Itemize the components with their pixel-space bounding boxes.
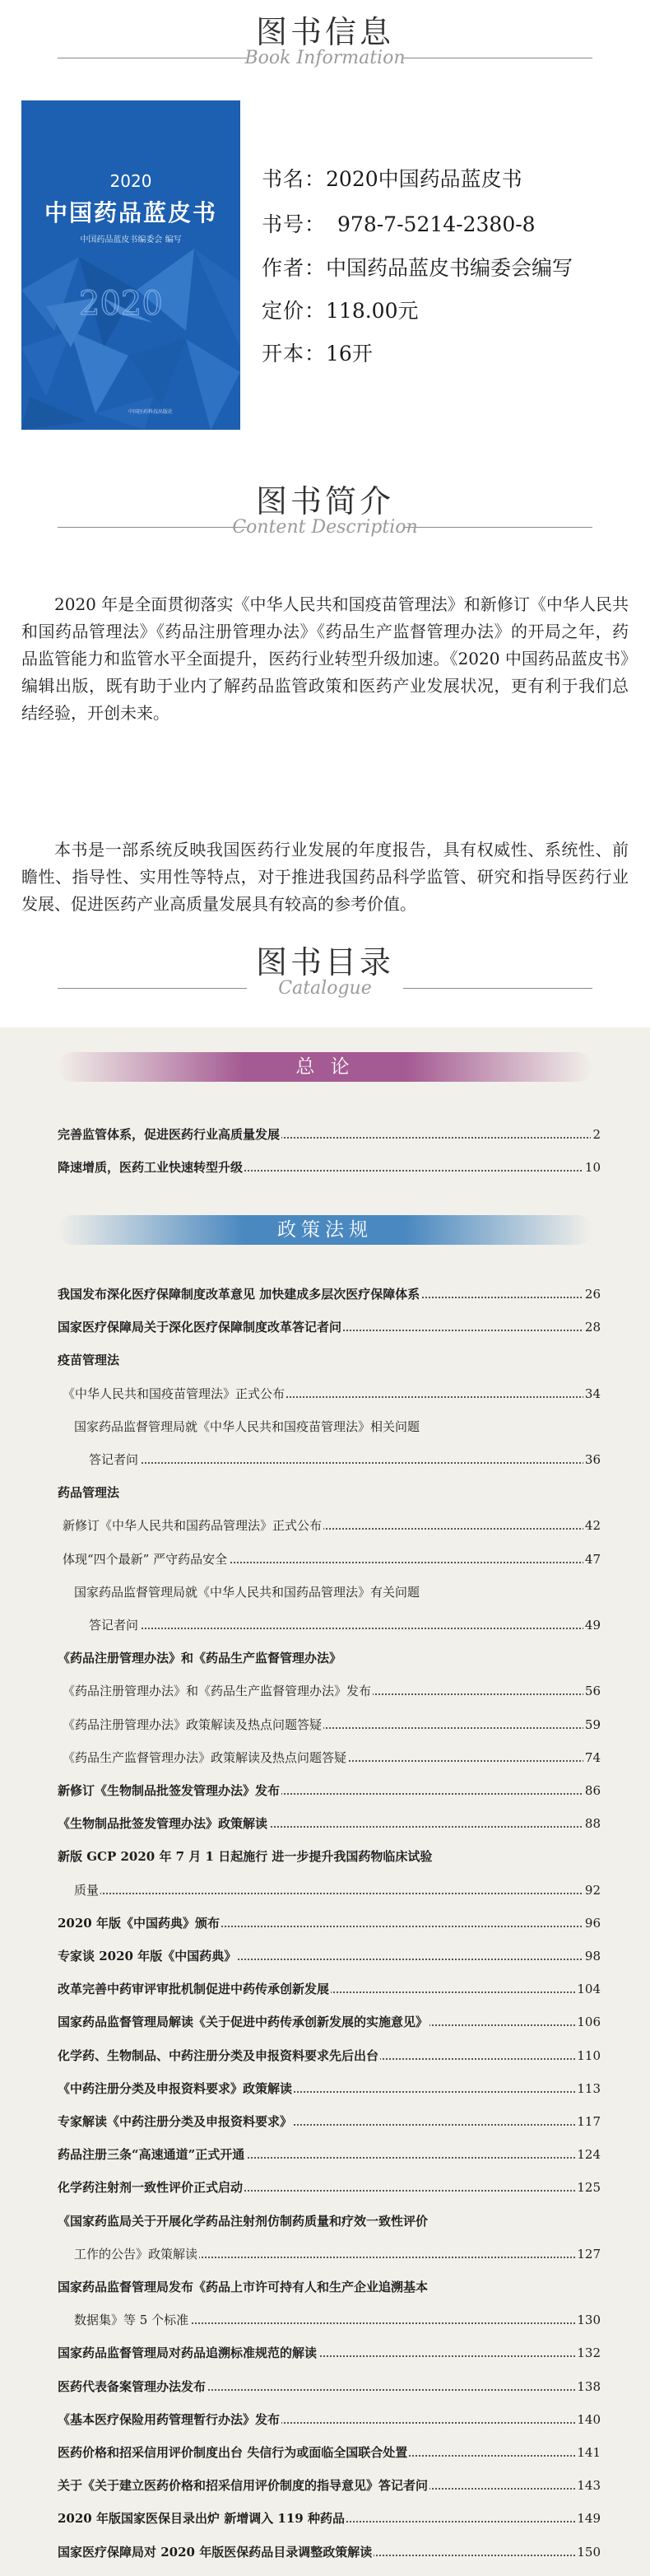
toc-entry-page: 26 <box>583 1284 601 1304</box>
toc-entry-title: 答记者问 <box>89 1615 140 1635</box>
toc-entry-title: 《药品注册管理办法》政策解读及热点问题答疑 <box>63 1715 323 1735</box>
cover-publisher: 中国医药科技出版社 <box>128 409 174 415</box>
toc-entry <box>58 2476 601 2495</box>
toc-entry-page: 127 <box>575 2244 601 2264</box>
toc-entry-title: 医药价格和招采信用评价制度出台 失信行为或面临全国联合处置 <box>58 2443 409 2462</box>
toc-entry-page: 117 <box>575 2112 601 2131</box>
toc-entry-page: 125 <box>575 2178 601 2197</box>
toc-entry <box>58 2079 601 2099</box>
toc-entry-title: 《生物制品批签发管理办法》政策解读 <box>58 1814 269 1833</box>
toc-entry <box>58 2343 601 2363</box>
toc-entry-title: 《药品生产监督管理办法》政策解读及热点问题答疑 <box>63 1748 348 1768</box>
toc-entry-title: 我国发布深化医疗保障制度改革意见 加快建成多层次医疗保障体系 <box>58 1284 421 1304</box>
toc-entry-title: 《中华人民共和国疫苗管理法》正式公布 <box>63 1384 286 1404</box>
toc-entry-page: 36 <box>583 1450 601 1470</box>
toc-entry <box>58 2542 601 2562</box>
intro-paragraph-1: 2020 年是全面贯彻落实《中华人民共和国疫苗管理法》和新修订《中华人民共和国药品管理法》《药品注册管理办法》《药品生产监督管理办法》的开局之年，药品监管能力和监管水平全面提升，医药行业转型升级加速。《2020 中国药品蓝皮书》编辑出版，既有助于业内了解药品监管政策和医药产业发展状况，更有利于我们总结经验，开创未来。 <box>21 594 629 723</box>
toc-entry-title: 质量 <box>74 1880 100 1900</box>
toc-entry-page: 49 <box>583 1615 601 1635</box>
toc-entry <box>58 2046 601 2066</box>
toc-entry-title: 化学药注射剂一致性评价正式启动 <box>58 2178 244 2197</box>
info-isbn-label: 书号： <box>262 212 327 236</box>
toc-dot-leader <box>89 1462 601 1464</box>
toc-entry-page: 10 <box>583 1158 601 1177</box>
toc-entry-page: 104 <box>575 1979 601 1999</box>
toc-entry-page: 34 <box>583 1384 601 1404</box>
toc-entry-title: 2020 年版国家医保目录出炉 新增调入 119 种药品 <box>58 2508 346 2528</box>
intro-heading: 图书简介 <box>255 483 394 519</box>
toc-entry <box>63 1715 601 1735</box>
toc-entry-title: 国家药品监督管理局解读《关于促进中药传承创新发展的实施意见》 <box>58 2012 429 2032</box>
info-format-label: 开本： <box>262 342 327 366</box>
toc-entry-page: 138 <box>575 2377 601 2397</box>
toc-entry-title: 药品注册三条“高速通道”正式开通 <box>58 2145 246 2164</box>
toc-entry <box>58 1350 601 1370</box>
toc-entry-title: 2020 年版《中国药典》颁布 <box>58 1913 221 1933</box>
banner-general: 总 论 <box>58 1052 592 1082</box>
toc-entry <box>63 1516 601 1535</box>
info-price-row <box>262 295 419 324</box>
info-isbn-row <box>262 208 536 238</box>
catalog-header <box>0 937 650 1011</box>
intro-heading-en: Content Description <box>232 517 418 538</box>
catalog-heading: 图书目录 <box>255 944 394 981</box>
toc-entry-page: 28 <box>583 1317 601 1337</box>
toc-entry <box>58 1814 601 1833</box>
toc-entry-title: 药品管理法 <box>58 1483 121 1502</box>
toc-entry-title: 完善监管体系，促进医药行业高质量发展 <box>58 1125 281 1144</box>
toc-entry <box>58 2012 601 2032</box>
toc-entry <box>58 2112 601 2131</box>
toc-entry-page: 140 <box>575 2410 601 2429</box>
toc-entry-page: 96 <box>583 1913 601 1933</box>
toc-dot-leader <box>89 1628 601 1629</box>
toc-entry-page: 149 <box>575 2508 601 2528</box>
toc-entry-page: 2 <box>591 1125 601 1144</box>
intro-paragraph-2: 本书是一部系统反映我国医药行业发展的年度报告，具有权威性、系统性、前瞻性、指导性、实用性等特点，对于推进我国药品科学监管、研究和指导医药行业发展、促进医药产业高质量发展具有较高的参考价值。 <box>21 840 629 914</box>
info-format-row <box>262 338 373 367</box>
toc-entry-title: 新版 GCP 2020 年 7 月 1 日起施行 进一步提升我国药物临床试验 <box>58 1847 434 1866</box>
toc-entry-page: 124 <box>575 2145 601 2164</box>
toc-entry <box>58 1847 601 1866</box>
toc-entry <box>74 1417 601 1437</box>
toc-entry-title: 关于《关于建立医药价格和招采信用评价制度的指导意见》答记者问 <box>58 2476 429 2495</box>
toc-entry <box>63 1748 601 1768</box>
toc-entry <box>74 2310 601 2330</box>
toc-entry <box>74 1880 601 1900</box>
toc-entry-title: 《药品注册管理办法》和《药品生产监督管理办法》发布 <box>63 1681 373 1701</box>
toc-entry <box>58 2410 601 2429</box>
toc-entry-title: 新修订《生物制品批签发管理办法》发布 <box>58 1781 281 1800</box>
toc-entry <box>74 2244 601 2264</box>
book-info-header <box>0 7 650 81</box>
banner-policy: 政策法规 <box>58 1215 592 1245</box>
toc-entry-page: 98 <box>583 1946 601 1966</box>
toc-entry <box>58 1781 601 1800</box>
toc-entry-page: 88 <box>583 1814 601 1833</box>
toc-entry-page: 92 <box>583 1880 601 1900</box>
info-price-label: 定价： <box>262 299 327 323</box>
toc-entry <box>58 2211 601 2231</box>
toc-entry <box>58 2508 601 2528</box>
info-author-row <box>262 252 573 282</box>
toc-entry <box>89 1615 601 1635</box>
toc-entry-title: 专家谈 2020 年版《中国药典》 <box>58 1946 238 1966</box>
toc-entry <box>58 2443 601 2462</box>
toc-entry <box>89 1450 601 1470</box>
toc-entry <box>58 1284 601 1304</box>
toc-entry-page: 143 <box>575 2476 601 2495</box>
toc-entry-page: 141 <box>575 2443 601 2462</box>
toc-entry-title: 《中药注册分类及申报资料要求》政策解读 <box>58 2079 294 2099</box>
toc-entry-title: 新修订《中华人民共和国药品管理法》正式公布 <box>63 1516 323 1535</box>
toc-entry <box>58 2277 601 2297</box>
info-format-value: 16开 <box>326 342 373 366</box>
toc-entry-page: 56 <box>583 1681 601 1701</box>
toc-entry-title: 国家药品监督管理局就《中华人民共和国药品管理法》有关问题 <box>74 1582 421 1602</box>
toc-entry-title: 《药品注册管理办法》和《药品生产监督管理办法》 <box>58 1648 343 1668</box>
toc-entry <box>63 1384 601 1404</box>
book-info-heading-en: Book Information <box>244 48 406 68</box>
toc-entry-title: 《国家药监局关于开展化学药品注射剂仿制药质量和疗效一致性评价 <box>58 2211 429 2231</box>
toc-entry-title: 数据集》等 5 个标准 <box>74 2310 190 2330</box>
catalog-panel <box>0 1027 650 2576</box>
toc-entry-title: 疫苗管理法 <box>58 1350 121 1370</box>
toc-entry <box>58 2377 601 2397</box>
toc-entry-title: 工作的公告》政策解读 <box>74 2244 199 2264</box>
toc-entry-title: 体现“四个最新” 严守药品安全 <box>63 1549 229 1569</box>
info-name-label: 书名： <box>262 167 327 191</box>
toc-entry-title: 国家药品监督管理局对药品追溯标准规范的解读 <box>58 2343 318 2363</box>
info-name-value: 2020中国药品蓝皮书 <box>326 167 522 191</box>
toc-entry-page: 42 <box>583 1516 601 1535</box>
toc-entry-page: 47 <box>583 1549 601 1569</box>
toc-entry <box>58 1158 601 1177</box>
info-name-row <box>262 163 522 193</box>
toc-entry <box>58 1317 601 1337</box>
toc-entry-title: 国家医疗保障局关于深化医疗保障制度改革答记者问 <box>58 1317 343 1337</box>
toc-entry <box>58 2145 601 2164</box>
toc-entry <box>58 1946 601 1966</box>
toc-entry-page: 110 <box>575 2046 601 2066</box>
toc-dot-leader <box>74 1893 601 1894</box>
cover-editor: 中国药品蓝皮书编委会 编写 <box>80 235 182 245</box>
info-isbn-value: 978-7-5214-2380-8 <box>337 212 536 236</box>
toc-entry <box>63 1549 601 1569</box>
toc-entry-title: 国家药品监督管理局发布《药品上市许可持有人和生产企业追溯基本 <box>58 2277 429 2297</box>
toc-entry <box>74 1582 601 1602</box>
toc-entry-page: 86 <box>583 1781 601 1800</box>
info-author-value: 中国药品蓝皮书编委会编写 <box>326 256 573 280</box>
toc-entry-title: 答记者问 <box>89 1450 140 1470</box>
toc-entry-page: 106 <box>575 2012 601 2032</box>
toc-entry-page: 59 <box>583 1715 601 1735</box>
info-author-label: 作者： <box>262 256 327 280</box>
intro-header <box>0 476 650 550</box>
toc-entry-title: 化学药、生物制品、中药注册分类及申报资料要求先后出台 <box>58 2046 380 2066</box>
toc-entry <box>58 1483 601 1502</box>
info-price-value: 118.00元 <box>326 299 419 323</box>
toc-entry-title: 国家医疗保障局对 2020 年版医保药品目录调整政策解读 <box>58 2542 374 2562</box>
cover-year: 2020 <box>109 171 152 191</box>
cover-watermark: 2020 <box>79 285 163 323</box>
toc-entry-title: 降速增质，医药工业快速转型升级 <box>58 1158 244 1177</box>
toc-entry <box>63 1681 601 1701</box>
toc-entry-page: 130 <box>575 2310 601 2330</box>
cover-pattern <box>21 100 240 430</box>
toc-entry-title: 医药代表备案管理办法发布 <box>58 2377 207 2397</box>
book-cover <box>21 100 240 430</box>
cover-title: 中国药品蓝皮书 <box>44 199 217 226</box>
book-info-heading: 图书信息 <box>255 14 394 50</box>
toc-entry-title: 专家解读《中药注册分类及申报资料要求》 <box>58 2112 294 2131</box>
toc-entry <box>58 1648 601 1668</box>
toc-entry-title: 国家药品监督管理局就《中华人民共和国疫苗管理法》相关问题 <box>74 1417 421 1437</box>
toc-entry-page: 74 <box>583 1748 601 1768</box>
toc-entry-page: 113 <box>575 2079 601 2099</box>
toc-entry <box>58 1913 601 1933</box>
toc-entry-page: 132 <box>575 2343 601 2363</box>
toc-entry-title: 《基本医疗保险用药管理暂行办法》发布 <box>58 2410 281 2429</box>
toc-entry <box>58 1125 601 1144</box>
toc-entry-title: 改革完善中药审评审批机制促进中药传承创新发展 <box>58 1979 331 1999</box>
catalog-heading-en: Catalogue <box>278 978 372 999</box>
toc-entry <box>58 2178 601 2197</box>
toc-entry-page: 150 <box>575 2542 601 2562</box>
toc-entry <box>58 1979 601 1999</box>
